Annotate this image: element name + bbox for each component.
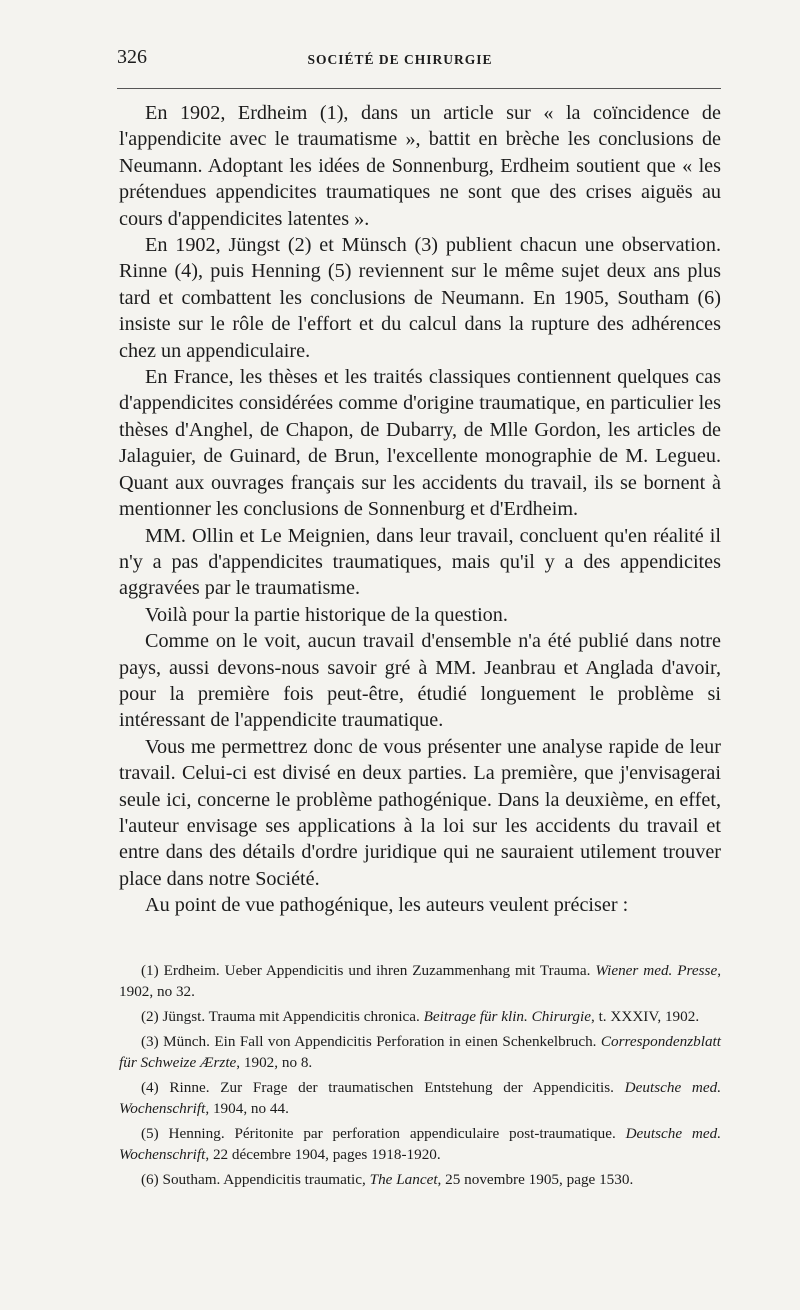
paragraph: Au point de vue pathogénique, les auteurs veulent préciser : [145, 894, 629, 917]
paragraph: En 1902, Erdheim (1), dans un article sur « la coïncidence de l'appendicite avec le traumatisme », battit en brèche les conclusions de Neumann. Adoptant les idées de Sonnenburg, Erdheim soutient que « les prétendues appendicites traumatiques ne sont que des crises aiguës au cours d'appendicites latentes ». [119, 102, 721, 230]
page-number: 326 [117, 46, 147, 68]
paragraph: En France, les thèses et les traités classiques contiennent quelques cas d'appendicites considérées comme d'origine traumatique, en particulier les thèses d'Anghel, de Chapon, de Dubarry, de Mlle Gordon, les articles de Jalaguier, de Guinard, de Brun, l'excellente monographie de M. Legueu. Quant aux ouvrages français sur les accidents du travail, ils se bornent à mentionner les conclusions de Sonnenburg et d'Erdheim. [119, 366, 721, 521]
footnote: (5) Henning. Péritonite par perforation appendiculaire post-traumatique. Deutsche med. Wochenschrift, 22 décembre 1904, pages 1918-1920. [119, 1125, 721, 1163]
footnote: (1) Erdheim. Ueber Appendicitis und ihren Zuzammenhang mit Trauma. Wiener med. Presse, 1902, no 32. [119, 962, 722, 1000]
paragraph: Comme on le voit, aucun travail d'ensemble n'a été publié dans notre pays, aussi devons-nous savoir gré à MM. Jeanbrau et Anglada d'avoir, pour la première fois peut-être, étudié longuement le problème si intéressant de l'appendicite traumatique. [119, 630, 721, 732]
paragraph: Voilà pour la partie historique de la question. [145, 603, 508, 626]
running-title: SOCIÉTÉ DE CHIRURGIE [307, 52, 493, 67]
paragraph: Vous me permettrez donc de vous présenter une analyse rapide de leur travail. Celui-ci est divisé en deux parties. La première, que j'envisagerai seule ici, concerne le problème pathogénique. Dans la deuxième, en effet, l'auteur envisage ses applications à la loi sur les accidents du travail et entre dans des détails d'ordre juridique qui ne sauraient utilement trouver place dans notre Société. [119, 735, 721, 890]
body-text [119, 100, 721, 919]
footnote: (3) Münch. Ein Fall von Appendicitis Perforation in einen Schenkelbruch. Correspondenzblatt für Schweize Ærzte, 1902, no 8. [119, 1033, 721, 1071]
paragraph: MM. Ollin et Le Meignien, dans leur travail, concluent qu'en réalité il n'y a pas d'appendicites traumatiques, mais qu'il y a des appendicites aggravées par le traumatisme. [119, 524, 721, 600]
footnotes [119, 960, 721, 1194]
footnote: (6) Southam. Appendicitis traumatic, The Lancet, 25 novembre 1905, page 1530. [141, 1171, 634, 1188]
paragraph: En 1902, Jüngst (2) et Münsch (3) publient chacun une observation. Rinne (4), puis Henning (5) reviennent sur le même sujet deux ans plus tard et combattent les conclusions de Neumann. En 1905, Southam (6) insiste sur le rôle de l'effort et du calcul dans la rupture des adhérences chez un appendiculaire. [119, 234, 721, 362]
footnote: (4) Rinne. Zur Frage der traumatischen Entstehung der Appendicitis. Deutsche med. Wochenschrift, 1904, no 44. [119, 1079, 722, 1117]
footnote: (2) Jüngst. Trauma mit Appendicitis chronica. Beitrage für klin. Chirurgie, t. XXXIV, 1902. [141, 1008, 700, 1025]
header-rule [117, 88, 721, 89]
